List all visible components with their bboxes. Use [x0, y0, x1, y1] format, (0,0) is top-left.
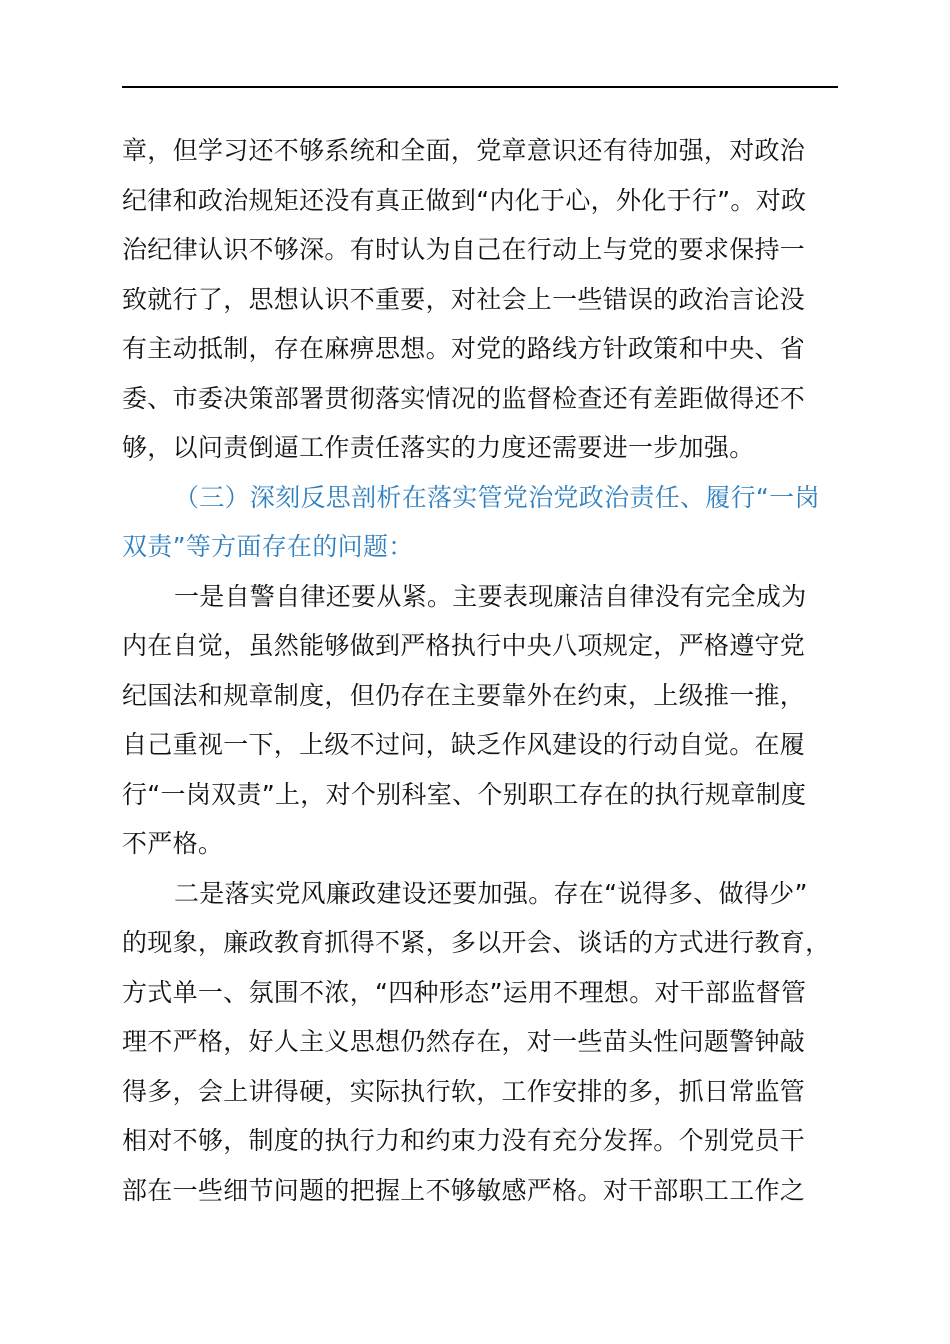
header-rule: [122, 86, 838, 88]
paragraph-3-line: 得多，会上讲得硬，实际执行软，工作安排的多，抓日常监管: [122, 1076, 806, 1106]
paragraph-3-line: 的现象，廉政教育抓得不紧，多以开会、谈话的方式进行教育，: [122, 928, 831, 957]
paragraph-2-line: 一是自警自律还要从紧。主要表现廉洁自律没有完全成为: [174, 581, 807, 611]
paragraph-3-line: 方式单一、氛围不浓，“四种形态”运用不理想。对干部监督管: [122, 977, 807, 1007]
document-body: [122, 126, 838, 1215]
paragraph-3-line: 理不严格，好人主义思想仍然存在，对一些苗头性问题警钟敲: [122, 1027, 806, 1056]
paragraph-3-line: 相对不够，制度的执行力和约束力没有充分发挥。个别党员干: [122, 1126, 806, 1155]
paragraph-3-line: 二是落实党风廉政建设还要加强。存在“说得多、做得少”: [174, 878, 808, 908]
paragraph-2-line: 不严格。: [122, 829, 224, 858]
paragraph-2-line: 自己重视一下，上级不过问，缺乏作风建设的行动自觉。在履: [122, 730, 806, 759]
section-heading-line: （三）深刻反思剖析在落实管党治党政治责任、履行“一岗: [174, 482, 820, 512]
paragraph-1-line: 致就行了，思想认识不重要，对社会上一些错误的政治言论没: [122, 284, 806, 314]
section-heading-line: 双责”等方面存在的问题：: [122, 532, 414, 561]
paragraph-1-line: 治纪律认识不够深。有时认为自己在行动上与党的要求保持一: [122, 235, 806, 264]
paragraph-1-line: 委、市委决策部署贯彻落实情况的监督检查还有差距做得还不: [122, 383, 806, 413]
paragraph-2-line: 行“一岗双责”上，对个别科室、个别职工存在的执行规章制度: [122, 779, 807, 809]
paragraph-3-line: 部在一些细节问题的把握上不够敏感严格。对干部职工工作之: [122, 1175, 806, 1205]
paragraph-1-line: 章，但学习还不够系统和全面，党章意识还有待加强，对政治: [122, 136, 806, 165]
paragraph-1-line: 纪律和政治规矩还没有真正做到“内化于心，外化于行”。对政: [122, 185, 807, 215]
paragraph-2-line: 内在自觉，虽然能够做到严格执行中央八项规定，严格遵守党: [122, 631, 806, 660]
paragraph-1-line: 够，以问责倒逼工作责任落实的力度还需要进一步加强。: [122, 433, 755, 462]
paragraph-1-line: 有主动抵制，存在麻痹思想。对党的路线方针政策和中央、省: [122, 334, 806, 363]
paragraph-2-line: 纪国法和规章制度，但仍存在主要靠外在约束，上级推一推，: [122, 680, 806, 710]
